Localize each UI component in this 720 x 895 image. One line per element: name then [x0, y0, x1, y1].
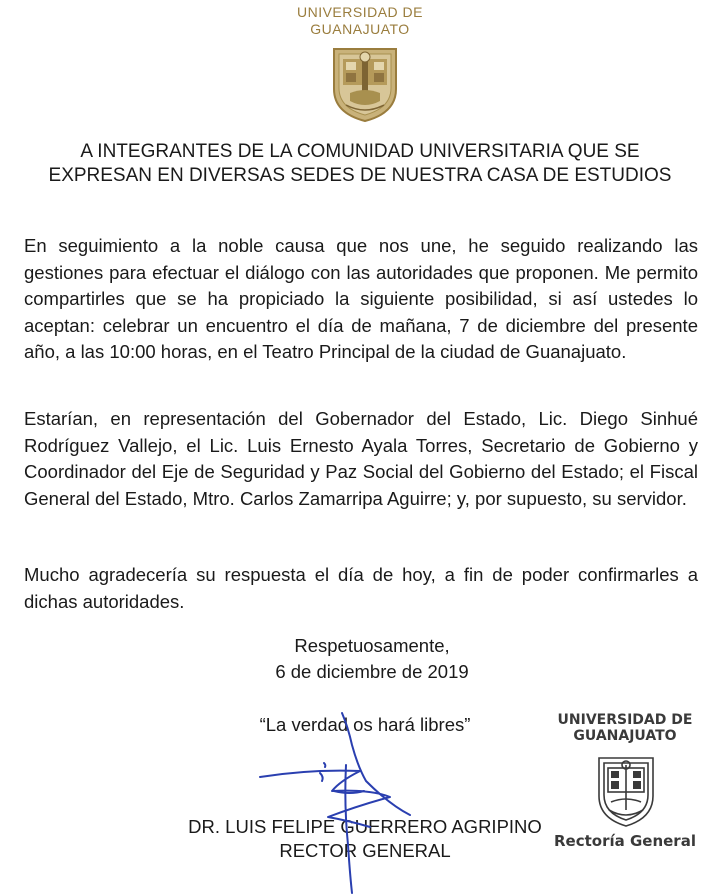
- closing-date: 6 de diciembre de 2019: [275, 661, 469, 682]
- stamp-name-line2: GUANAJUATO: [573, 728, 677, 744]
- body-paragraph-3: Mucho agradecería su respuesta el día de hoy, a fin de poder confirmarles a dichas autoridades.: [24, 564, 698, 612]
- body-paragraph-2: Estarían, en representación del Gobernador del Estado, Lic. Diego Sinhué Rodríguez Vallejo, el Lic. Luis Ernesto Ayala Torres, Secretario de Gobierno y Coordinador del Eje de Seguridad y Paz Social del Gobierno del Estado; el Fiscal General del Estado, Mtro. Carlos Zamarripa Aguirre; y, por supuesto, su servidor.: [24, 408, 698, 509]
- stamp-crest-icon: [595, 752, 657, 830]
- letterhead-name-line2: GUANAJUATO: [310, 21, 410, 37]
- body-paragraph-1: En seguimiento a la noble causa que nos une, he seguido realizando las gestiones para efectuar el diálogo con las autoridades que proponen. Me permito compartirles que se ha propiciado la siguiente posibilidad, si así ustedes lo aceptan: celebrar un encuentro el día de mañana, 7 de diciembre del presente año, a las 10:00 horas, en el Teatro Principal de la ciudad de Guanajuato.: [24, 235, 698, 362]
- letter-heading: [0, 140, 720, 188]
- letterhead-university-name: [0, 4, 720, 38]
- university-motto: “La verdad os hará libres”: [259, 714, 471, 735]
- signer-title: RECTOR GENERAL: [279, 840, 451, 861]
- heading-line1: A INTEGRANTES DE LA COMUNIDAD UNIVERSITARIA QUE SE: [80, 141, 640, 162]
- heading-line2: EXPRESAN EN DIVERSAS SEDES DE NUESTRA CASA DE ESTUDIOS: [48, 165, 672, 186]
- signer-block: [150, 815, 580, 863]
- stamp-university-name: [550, 712, 700, 744]
- letterhead-name-line1: UNIVERSIDAD DE: [296, 4, 424, 20]
- signer-name: DR. LUIS FELIPE GUERRERO AGRIPINO: [188, 816, 542, 837]
- rectoria-stamp: [550, 712, 700, 862]
- stamp-office: Rectoría General: [554, 832, 696, 850]
- closing-block: [212, 633, 532, 685]
- university-crest-icon: [330, 43, 400, 123]
- stamp-name-line1: UNIVERSIDAD DE: [557, 712, 693, 728]
- closing-salutation: Respetuosamente,: [294, 635, 450, 656]
